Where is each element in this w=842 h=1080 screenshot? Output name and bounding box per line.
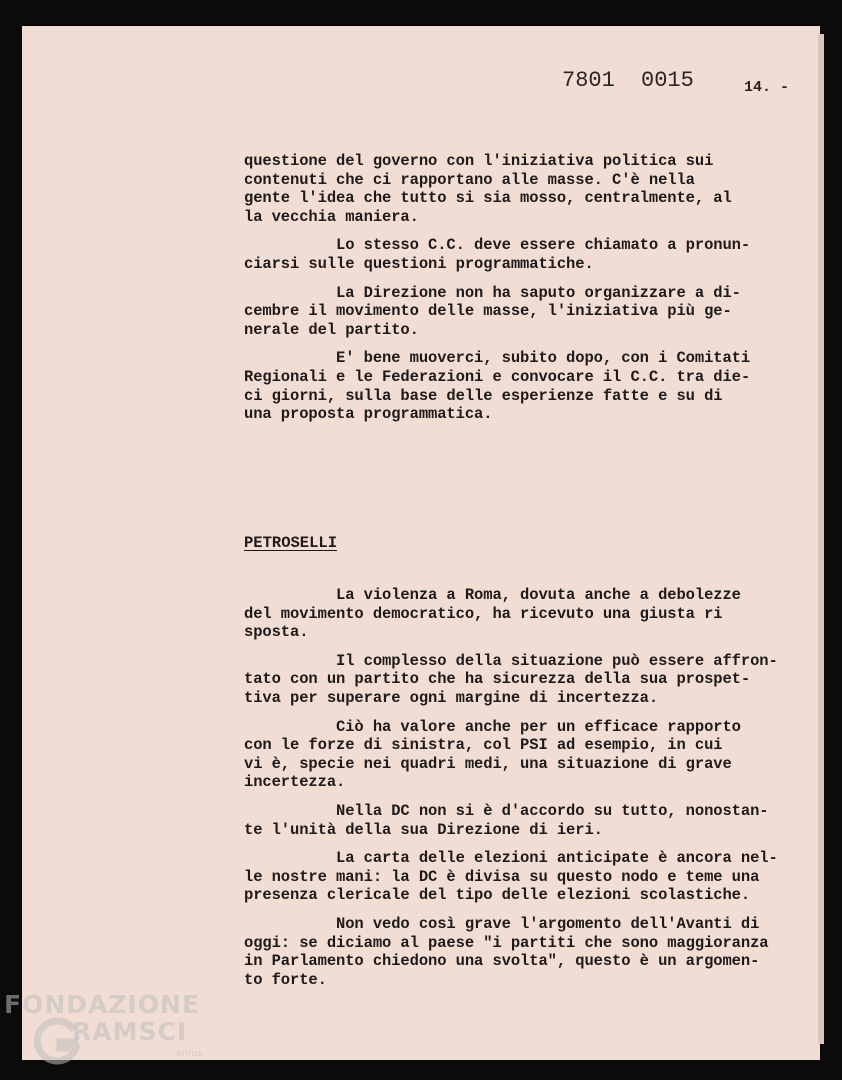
- document-page: [22, 26, 820, 1060]
- paragraph: La Direzione non ha saputo organizzare a di- cembre il movimento delle masse, l'iniziativa più ge- nerale del partito.: [244, 283, 741, 339]
- watermark-onlus: onlus: [176, 1048, 203, 1059]
- paragraph: Lo stesso C.C. deve essere chiamato a pronun- ciarsi sulle questioni programmatiche.: [244, 236, 751, 273]
- page-number: 14. -: [744, 79, 790, 96]
- watermark-line1: FONDAZIONE: [4, 990, 201, 1019]
- section-intro: [244, 152, 814, 424]
- paragraph: La violenza a Roma, dovuta anche a debolezze del movimento democratico, ha ricevuto una giusta ri sposta.: [244, 586, 741, 642]
- paragraph: Non vedo così grave l'argomento dell'Avanti di oggi: se diciamo al paese "i partiti che sono maggioranza in Parlamento chiedono una svolta", questo è un argomen- to forte.: [244, 914, 769, 989]
- speaker-heading: PETROSELLI: [244, 534, 338, 552]
- watermark-line2: RAMSCI: [72, 1017, 188, 1046]
- paragraph: E' bene muoverci, subito dopo, con i Comitati Regionali e le Federazioni e convocare il C.C. tra die- ci giorni, sulla base delle esperienze fatte e su di una proposta programmatica.: [244, 349, 751, 424]
- paragraph: La carta delle elezioni anticipate è ancora nel- le nostre mani: la DC è divisa su questo nodo e teme una presenza clericale del tipo delle elezioni scolastiche.: [244, 849, 778, 905]
- section-petroselli: [244, 586, 814, 989]
- paragraph: Ciò ha valore anche per un efficace rapporto con le forze di sinistra, col PSI ad esempio, in cui vi è, specie nei quadri medi, una situazione di grave incertezza.: [244, 717, 741, 792]
- fondazione-gramsci-watermark: [4, 990, 224, 1080]
- page-edge: [818, 34, 824, 1044]
- archive-code-a: 7801: [562, 68, 615, 93]
- paragraph: Il complesso della situazione può essere affron- tato con un partito che ha sicurezza della sua prospet- tiva per superare ogni margine di incertezza.: [244, 651, 778, 707]
- paragraph: questione del governo con l'iniziativa politica sui contenuti che ci rapportano alle masse. C'è nella gente l'idea che tutto si sia mosso, centralmente, al la vecchia maniera.: [244, 152, 732, 226]
- archive-code-b: 0015: [641, 68, 694, 93]
- paragraph: Nella DC non si è d'accordo su tutto, nonostan- te l'unità della sua Direzione di ieri.: [244, 801, 769, 839]
